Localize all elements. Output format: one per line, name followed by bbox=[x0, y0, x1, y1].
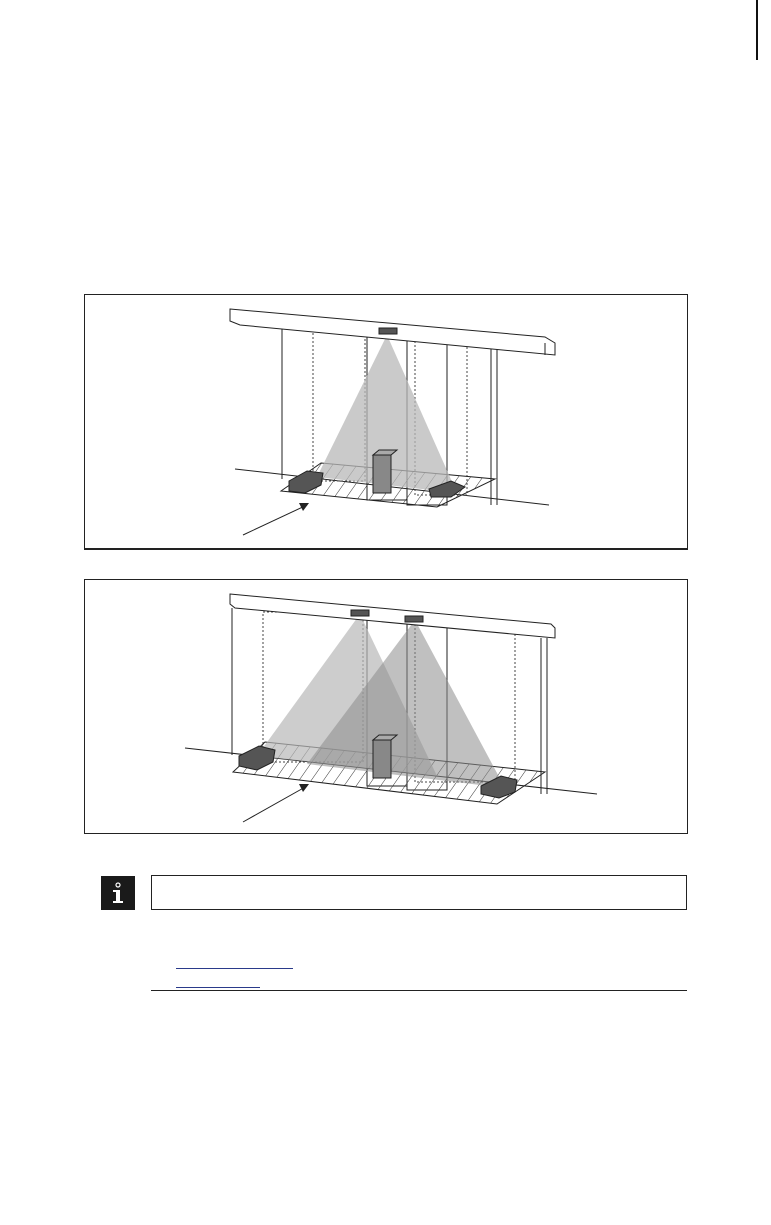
section-divider bbox=[151, 990, 687, 991]
header-beam bbox=[230, 594, 555, 638]
figure-dual-sensor bbox=[84, 579, 688, 834]
reference-link-2[interactable] bbox=[176, 987, 260, 988]
obstacle-box bbox=[373, 455, 391, 493]
door-illustration-single bbox=[85, 295, 687, 548]
sensor-unit-left bbox=[351, 610, 369, 616]
page-edge-rule bbox=[756, 0, 758, 60]
door-illustration-dual bbox=[85, 580, 687, 833]
sensor-unit bbox=[379, 328, 397, 334]
sensor-unit-right bbox=[405, 616, 423, 622]
arrow-icon bbox=[299, 784, 309, 792]
note-box bbox=[151, 875, 687, 910]
figure-single-sensor bbox=[84, 294, 688, 550]
info-icon bbox=[101, 876, 135, 910]
arrow-icon bbox=[299, 503, 309, 511]
obstacle-box bbox=[373, 740, 391, 778]
reference-link-1[interactable] bbox=[176, 968, 293, 969]
